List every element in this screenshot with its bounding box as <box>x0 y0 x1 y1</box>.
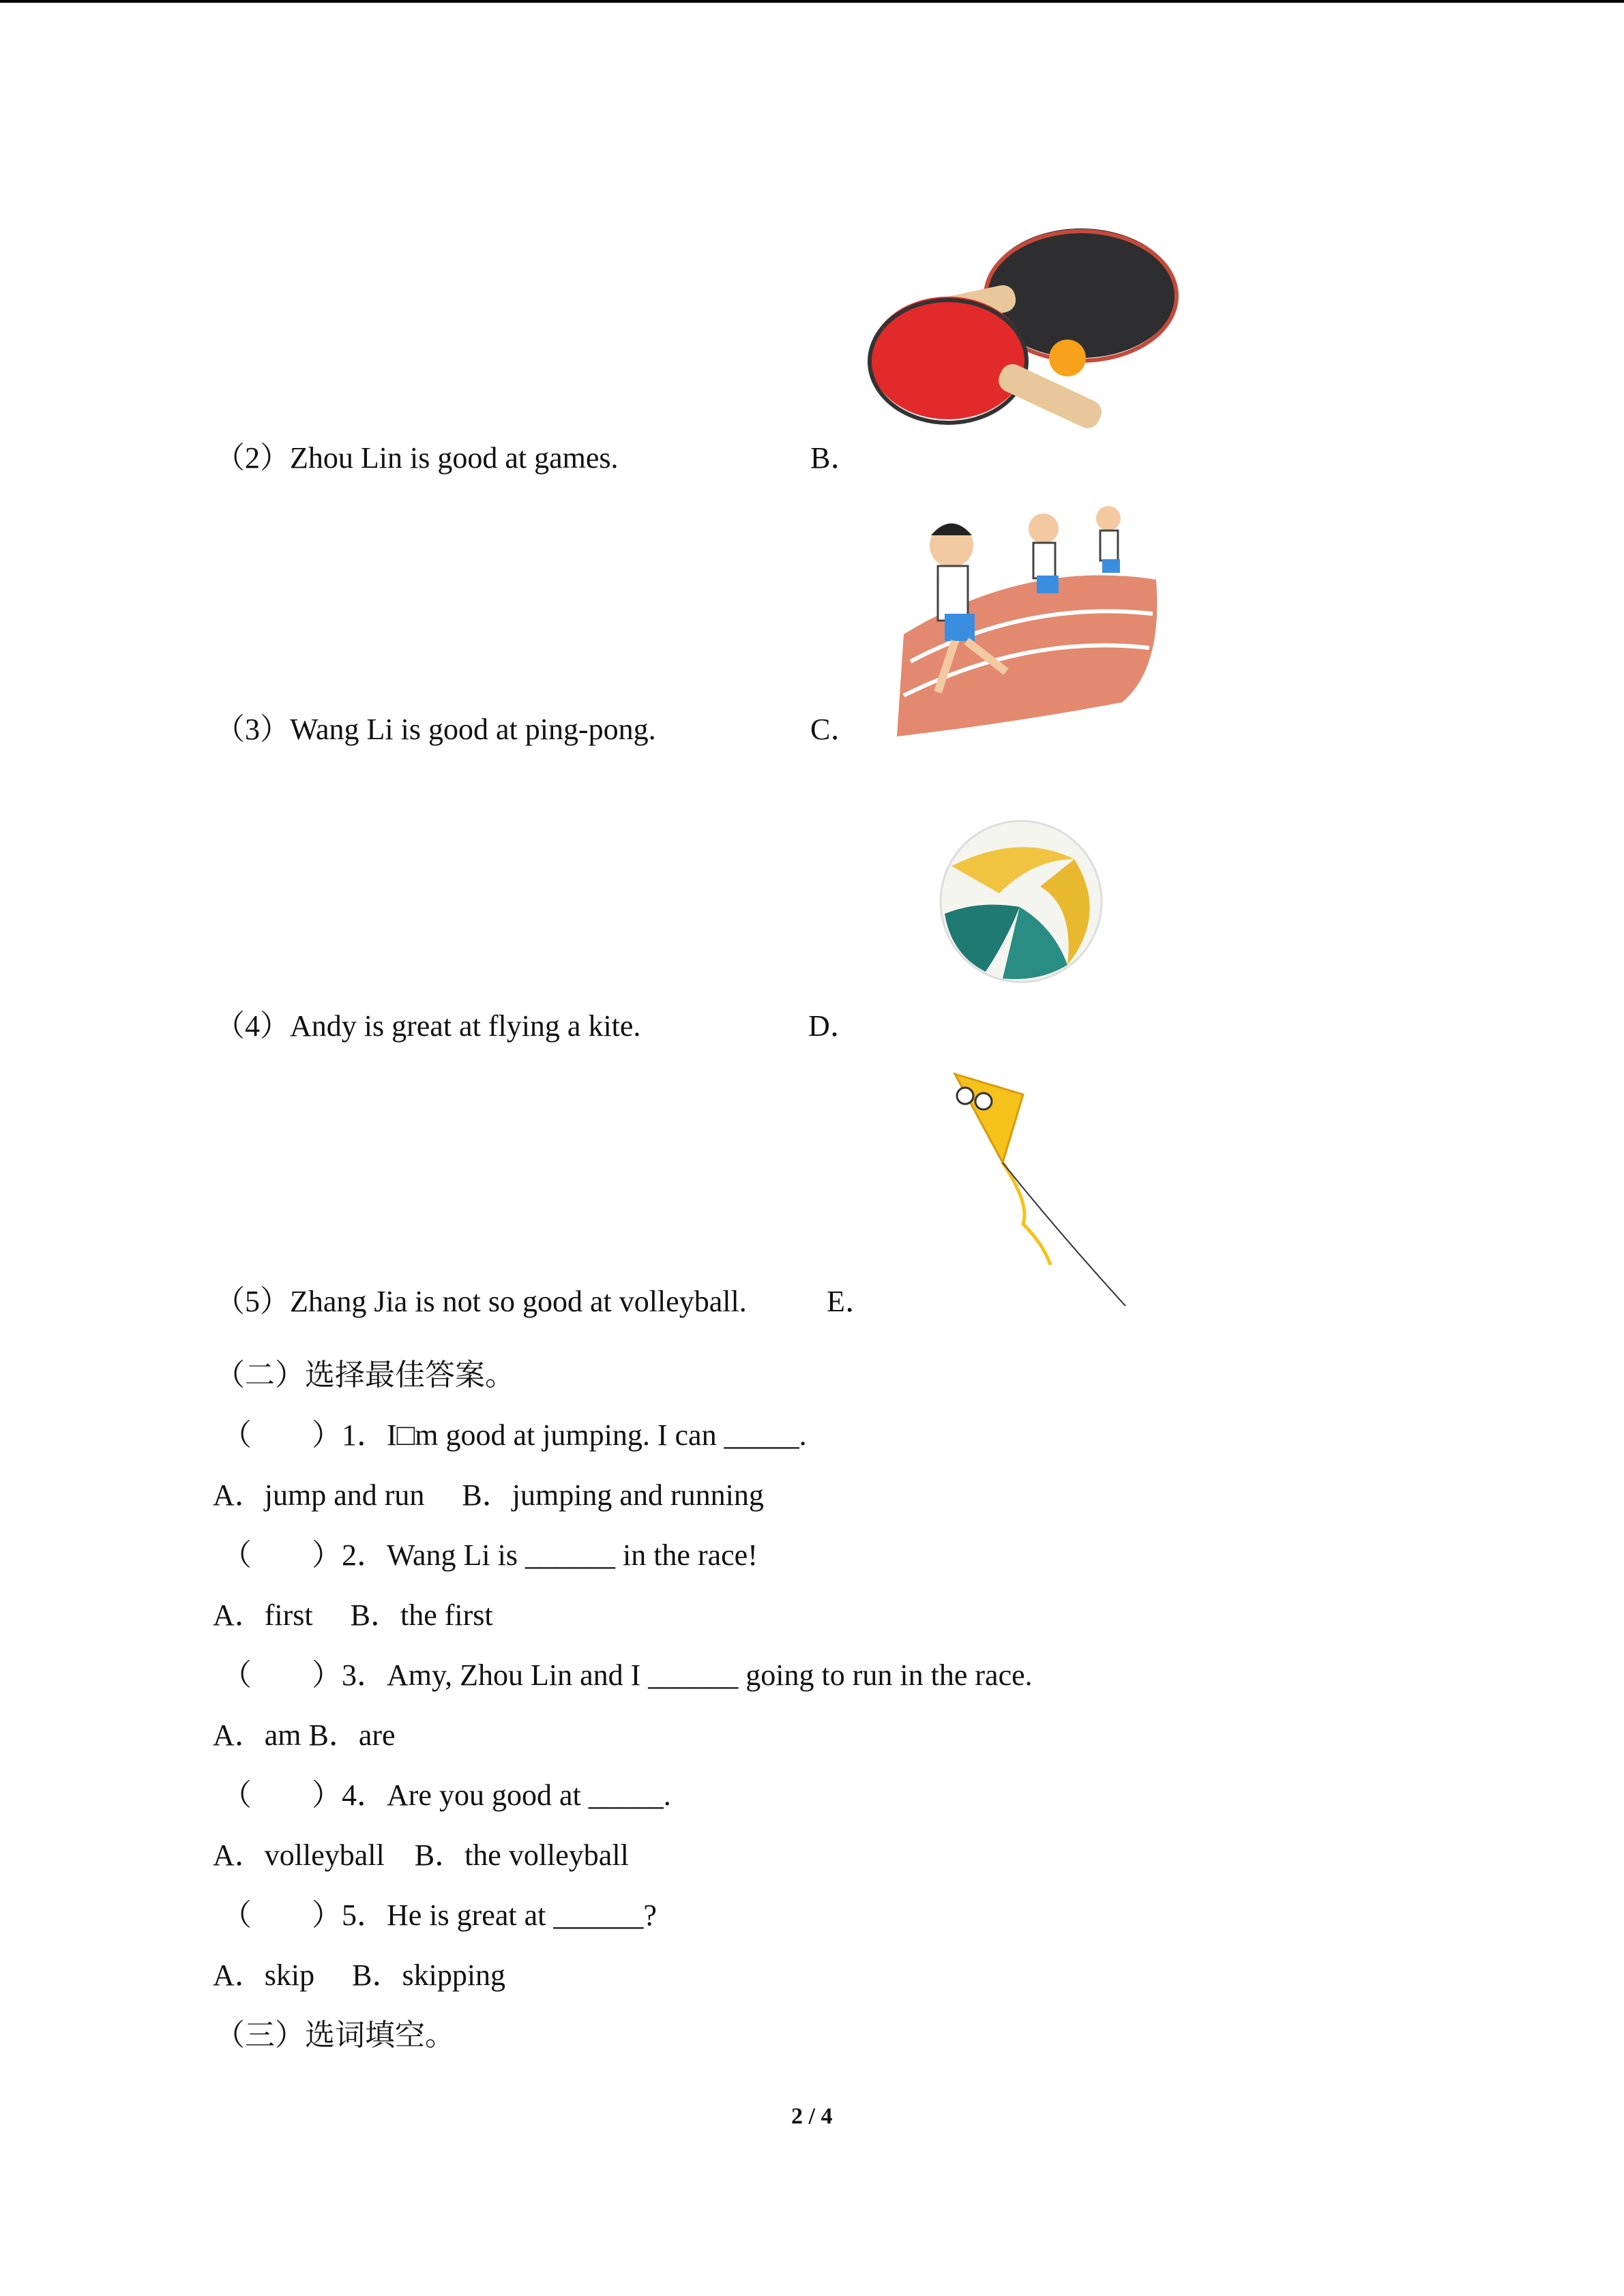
match-sentence-4: （4）Andy is great at flying a kite. <box>215 1009 641 1043</box>
match-sentence-5: （5）Zhang Jia is not so good at volleyball. <box>215 1285 747 1318</box>
section2-heading: （二）选择最佳答案。 <box>215 1358 515 1392</box>
question-5-options: A．skip B．skipping <box>213 1958 506 1992</box>
question-1: （ ）1．I□m good at jumping. I can _____. <box>222 1418 807 1452</box>
match-option-d: D． <box>808 1009 860 1043</box>
match-option-b: B． <box>810 441 861 475</box>
match-option-e: E． <box>827 1285 875 1318</box>
question-5: （ ）5．He is great at ______? <box>222 1898 657 1932</box>
ping-pong-paddles-icon <box>866 225 1180 450</box>
question-4-options: A．volleyball B．the volleyball <box>213 1838 629 1872</box>
volleyball-icon <box>938 818 1105 985</box>
top-border <box>0 0 1624 3</box>
question-4: （ ）4．Are you good at _____. <box>222 1778 671 1812</box>
question-3: （ ）3．Amy, Zhou Lin and I ______ going to run in the race. <box>222 1658 1033 1692</box>
question-2-options: A．first B．the first <box>213 1598 493 1632</box>
question-3-options: A．am B．are <box>213 1718 396 1752</box>
question-2: （ ）2．Wang Li is ______ in the race! <box>222 1538 758 1572</box>
question-1-options: A．jump and run B．jumping and running <box>213 1478 764 1512</box>
match-option-c: C． <box>810 713 861 746</box>
running-race-icon <box>890 498 1163 743</box>
section3-heading: （三）选词填空。 <box>215 2018 455 2052</box>
match-sentence-3: （3）Wang Li is good at ping-pong. <box>215 713 656 746</box>
kite-icon <box>934 1067 1139 1313</box>
page-number: 2 / 4 <box>791 2104 833 2129</box>
match-sentence-2: （2）Zhou Lin is good at games. <box>215 441 619 475</box>
